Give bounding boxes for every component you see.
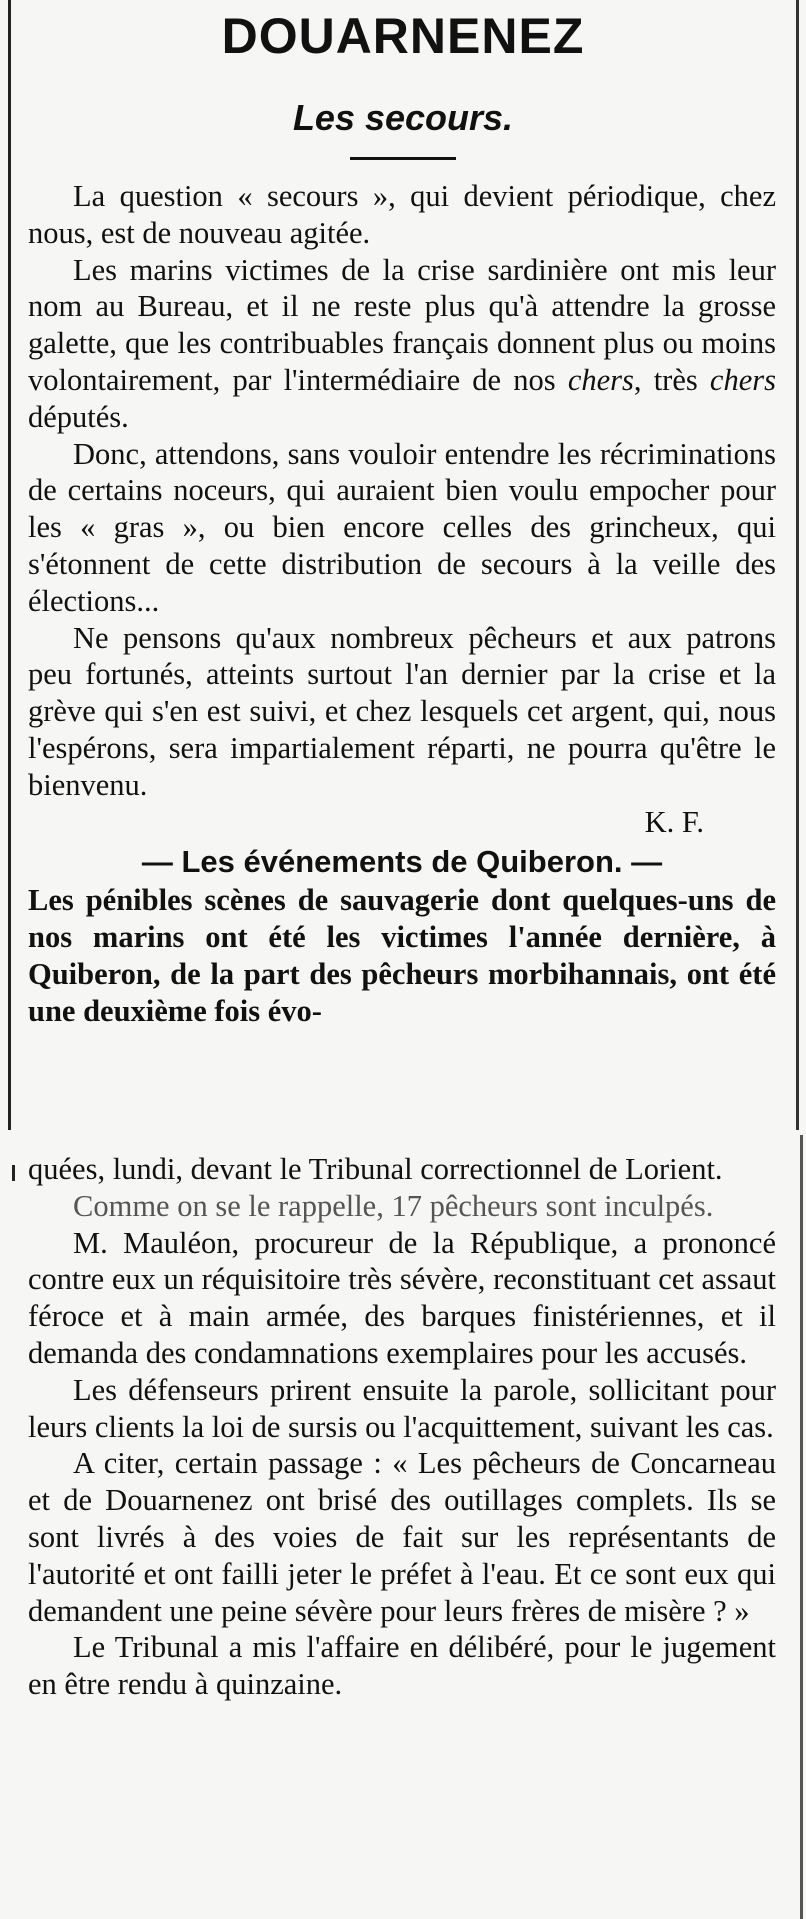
section-title: Les secours.: [292, 97, 514, 138]
article-secours: [28, 178, 776, 1030]
column-rule-right: [796, 0, 799, 1130]
paragraph: Donc, attendons, sans vouloir entendre les récriminations de certains noceurs, qui auraient bien voulu empocher pour les « gras », ou bien encore celles des grincheux, qui s'étonnent de cette distribution de secours à la veille des élections...: [28, 436, 776, 618]
paragraph: A citer, certain passage : « Les pêcheurs de Concarneau et de Douarnenez ont brisé des outillages complets. Ils se sont livrés à des voies de fait sur les représentants de l'autorité et ont failli jeter le préfet à l'eau. Et ce sont eux qui demandent une peine sévère pour leurs frères de misère ? »: [28, 1446, 776, 1628]
page-title: DOUARNENEZ: [221, 8, 585, 64]
column-rule-right-lower: [800, 1135, 803, 1919]
paragraph: Les marins victimes de la crise sardinière ont mis leur nom au Bureau, et il ne reste plus qu'à attendre la grosse galette, que les contribuables français donnent plus ou moins volontairement, par l'intermédiaire de nos chers, très chers députés.: [28, 252, 776, 434]
paragraph: Comme on se le rappelle, 17 pêcheurs sont inculpés.: [73, 1188, 714, 1223]
article-heading: — Les événements de Quiberon. —: [141, 844, 663, 880]
paragraph: Le Tribunal a mis l'affaire en délibéré, pour le jugement en être rendu à quinzaine.: [28, 1630, 776, 1702]
title-underline: [350, 157, 456, 160]
paragraph: Ne pensons qu'aux nombreux pêcheurs et aux patrons peu fortunés, atteints surtout l'an dernier par la crise et la grève qui s'en est suivi, et chez lesquels cet argent, qui, nous l'espérons, sera impartialement réparti, ne pourra qu'être le bienvenu.: [28, 620, 776, 802]
signature: K. F.: [644, 804, 704, 839]
paragraph-lead: Les pénibles scènes de sauvagerie dont quelques-uns de nos marins ont été les victimes l'année dernière, à Quiberon, de la part des pêcheurs morbihannais, ont été une deuxième fois évo-: [28, 883, 776, 1029]
article-quiberon: [28, 1151, 776, 1703]
paragraph: La question « secours », qui devient périodique, chez nous, est de nouveau agitée.: [28, 179, 776, 250]
paragraph: Les défenseurs prirent ensuite la parole, sollicitant pour leurs clients la loi de sursis ou l'acquittement, suivant les cas.: [28, 1372, 776, 1444]
column-rule-left-lower: [12, 1165, 15, 1181]
paragraph: M. Mauléon, procureur de la République, a prononcé contre eux un réquisitoire très sévère, reconstituant cet assaut féroce et à main armée, des barques finistériennes, et il demanda des condamnations exemplaires pour les accusés.: [28, 1225, 776, 1370]
paragraph: quées, lundi, devant le Tribunal correctionnel de Lorient.: [28, 1152, 723, 1186]
column-rule-left: [8, 0, 11, 1130]
